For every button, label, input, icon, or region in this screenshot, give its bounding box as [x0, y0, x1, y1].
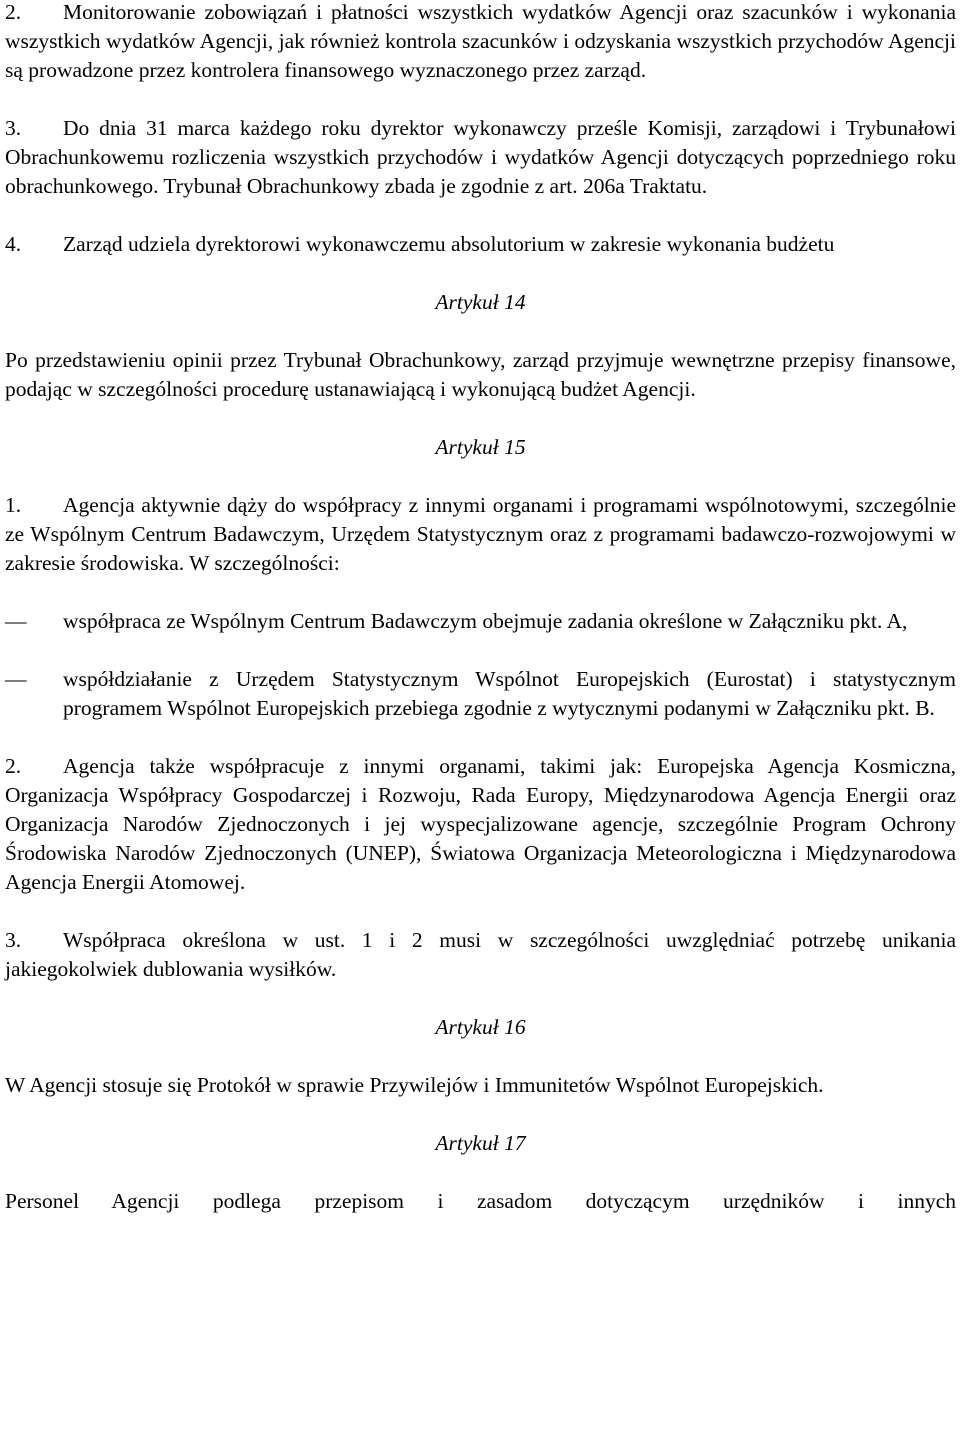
- article-14-text: Po przedstawieniu opinii przez Trybunał Obrachunkowy, zarząd przyjmuje wewnętrzne przepisy finansowe, podając w szczególności procedurę ustanawiającą i wykonującą budżet Agencji.: [5, 348, 956, 401]
- article-16-text: W Agencji stosuje się Protokół w sprawie Przywilejów i Immunitetów Wspólnot Europejskich.: [5, 1073, 824, 1097]
- paragraph-number: 1.: [5, 493, 22, 517]
- paragraph-number: 3.: [5, 928, 22, 952]
- article-16-heading: Artykuł 16: [435, 1015, 526, 1039]
- paragraph-3: [5, 114, 956, 201]
- paragraph-text: Monitorowanie zobowiązań i płatności wszystkich wydatków Agencji oraz szacunków i wykonania wszystkich wydatków Agencji, jak również kontrola szacunków i odzyskania wszystkich przychodów Agencji są prowadzone przez kontrolera finansowego wyznaczonego przez zarząd.: [5, 0, 956, 82]
- article-17-heading: Artykuł 17: [435, 1131, 526, 1155]
- article-15-heading: Artykuł 15: [435, 435, 526, 459]
- article-14-heading: Artykuł 14: [435, 290, 526, 314]
- paragraph-number: 2.: [5, 0, 22, 24]
- paragraph-text: Agencja aktywnie dąży do współpracy z innymi organami i programami wspólnotowymi, szczególnie ze Wspólnym Centrum Badawczym, Urzędem Statystycznym oraz z programami badawczo-rozwojowymi w zakresie środowiska. W szczególności:: [5, 493, 956, 575]
- paragraph-number: 3.: [5, 116, 22, 140]
- paragraph-text: Współpraca określona w ust. 1 i 2 musi w szczególności uwzględniać potrzebę unikania jakiegokolwiek dublowania wysiłków.: [5, 928, 956, 981]
- list-item-text: współpraca ze Wspólnym Centrum Badawczym obejmuje zadania określone w Załączniku pkt. A,: [63, 609, 908, 633]
- article-15-paragraph-3: [5, 926, 956, 984]
- paragraph-text: Zarząd udziela dyrektorowi wykonawczemu absolutorium w zakresie wykonania budżetu: [63, 232, 835, 256]
- article-15-paragraph-1: [5, 491, 956, 578]
- dash-marker: —: [5, 609, 27, 633]
- dash-marker: —: [5, 667, 27, 691]
- list-item-text: współdziałanie z Urzędem Statystycznym Wspólnot Europejskich (Eurostat) i statystycznym programem Wspólnot Europejskich przebiega zgodnie z wytycznymi podanymi w Załączniku pkt. B.: [63, 667, 956, 720]
- paragraph-4: [5, 230, 956, 259]
- paragraph-text: Agencja także współpracuje z innymi organami, takimi jak: Europejska Agencja Kosmiczna, Organizacja Współpracy Gospodarczej i Rozwoju, Rada Europy, Międzynarodowa Agencja Energii oraz Organizacja Narodów Zjednoczonych i jej wyspecjalizowane agencje, szczególnie Program Ochrony Środowiska Narodów Zjednoczonych (UNEP), Światowa Organizacja Meteorologiczna i Międzynarodowa Agencja Energii Atomowej.: [5, 754, 956, 894]
- paragraph-number: 2.: [5, 754, 22, 778]
- paragraph-text: Do dnia 31 marca każdego roku dyrektor wykonawczy prześle Komisji, zarządowi i Trybunałowi Obrachunkowemu rozliczenia wszystkich przychodów i wydatków Agencji dotyczących poprzedniego roku obrachunkowego. Trybunał Obrachunkowy zbada je zgodnie z art. 206a Traktatu.: [5, 116, 956, 198]
- list-item: [5, 607, 956, 636]
- document-page: [5, 0, 956, 1216]
- paragraph-number: 4.: [5, 232, 22, 256]
- article-15-paragraph-2: [5, 752, 956, 897]
- list-item: [5, 665, 956, 723]
- article-17-text: Personel Agencji podlega przepisom i zasadom dotyczącym urzędników i innych: [5, 1189, 956, 1213]
- paragraph-2: [5, 0, 956, 85]
